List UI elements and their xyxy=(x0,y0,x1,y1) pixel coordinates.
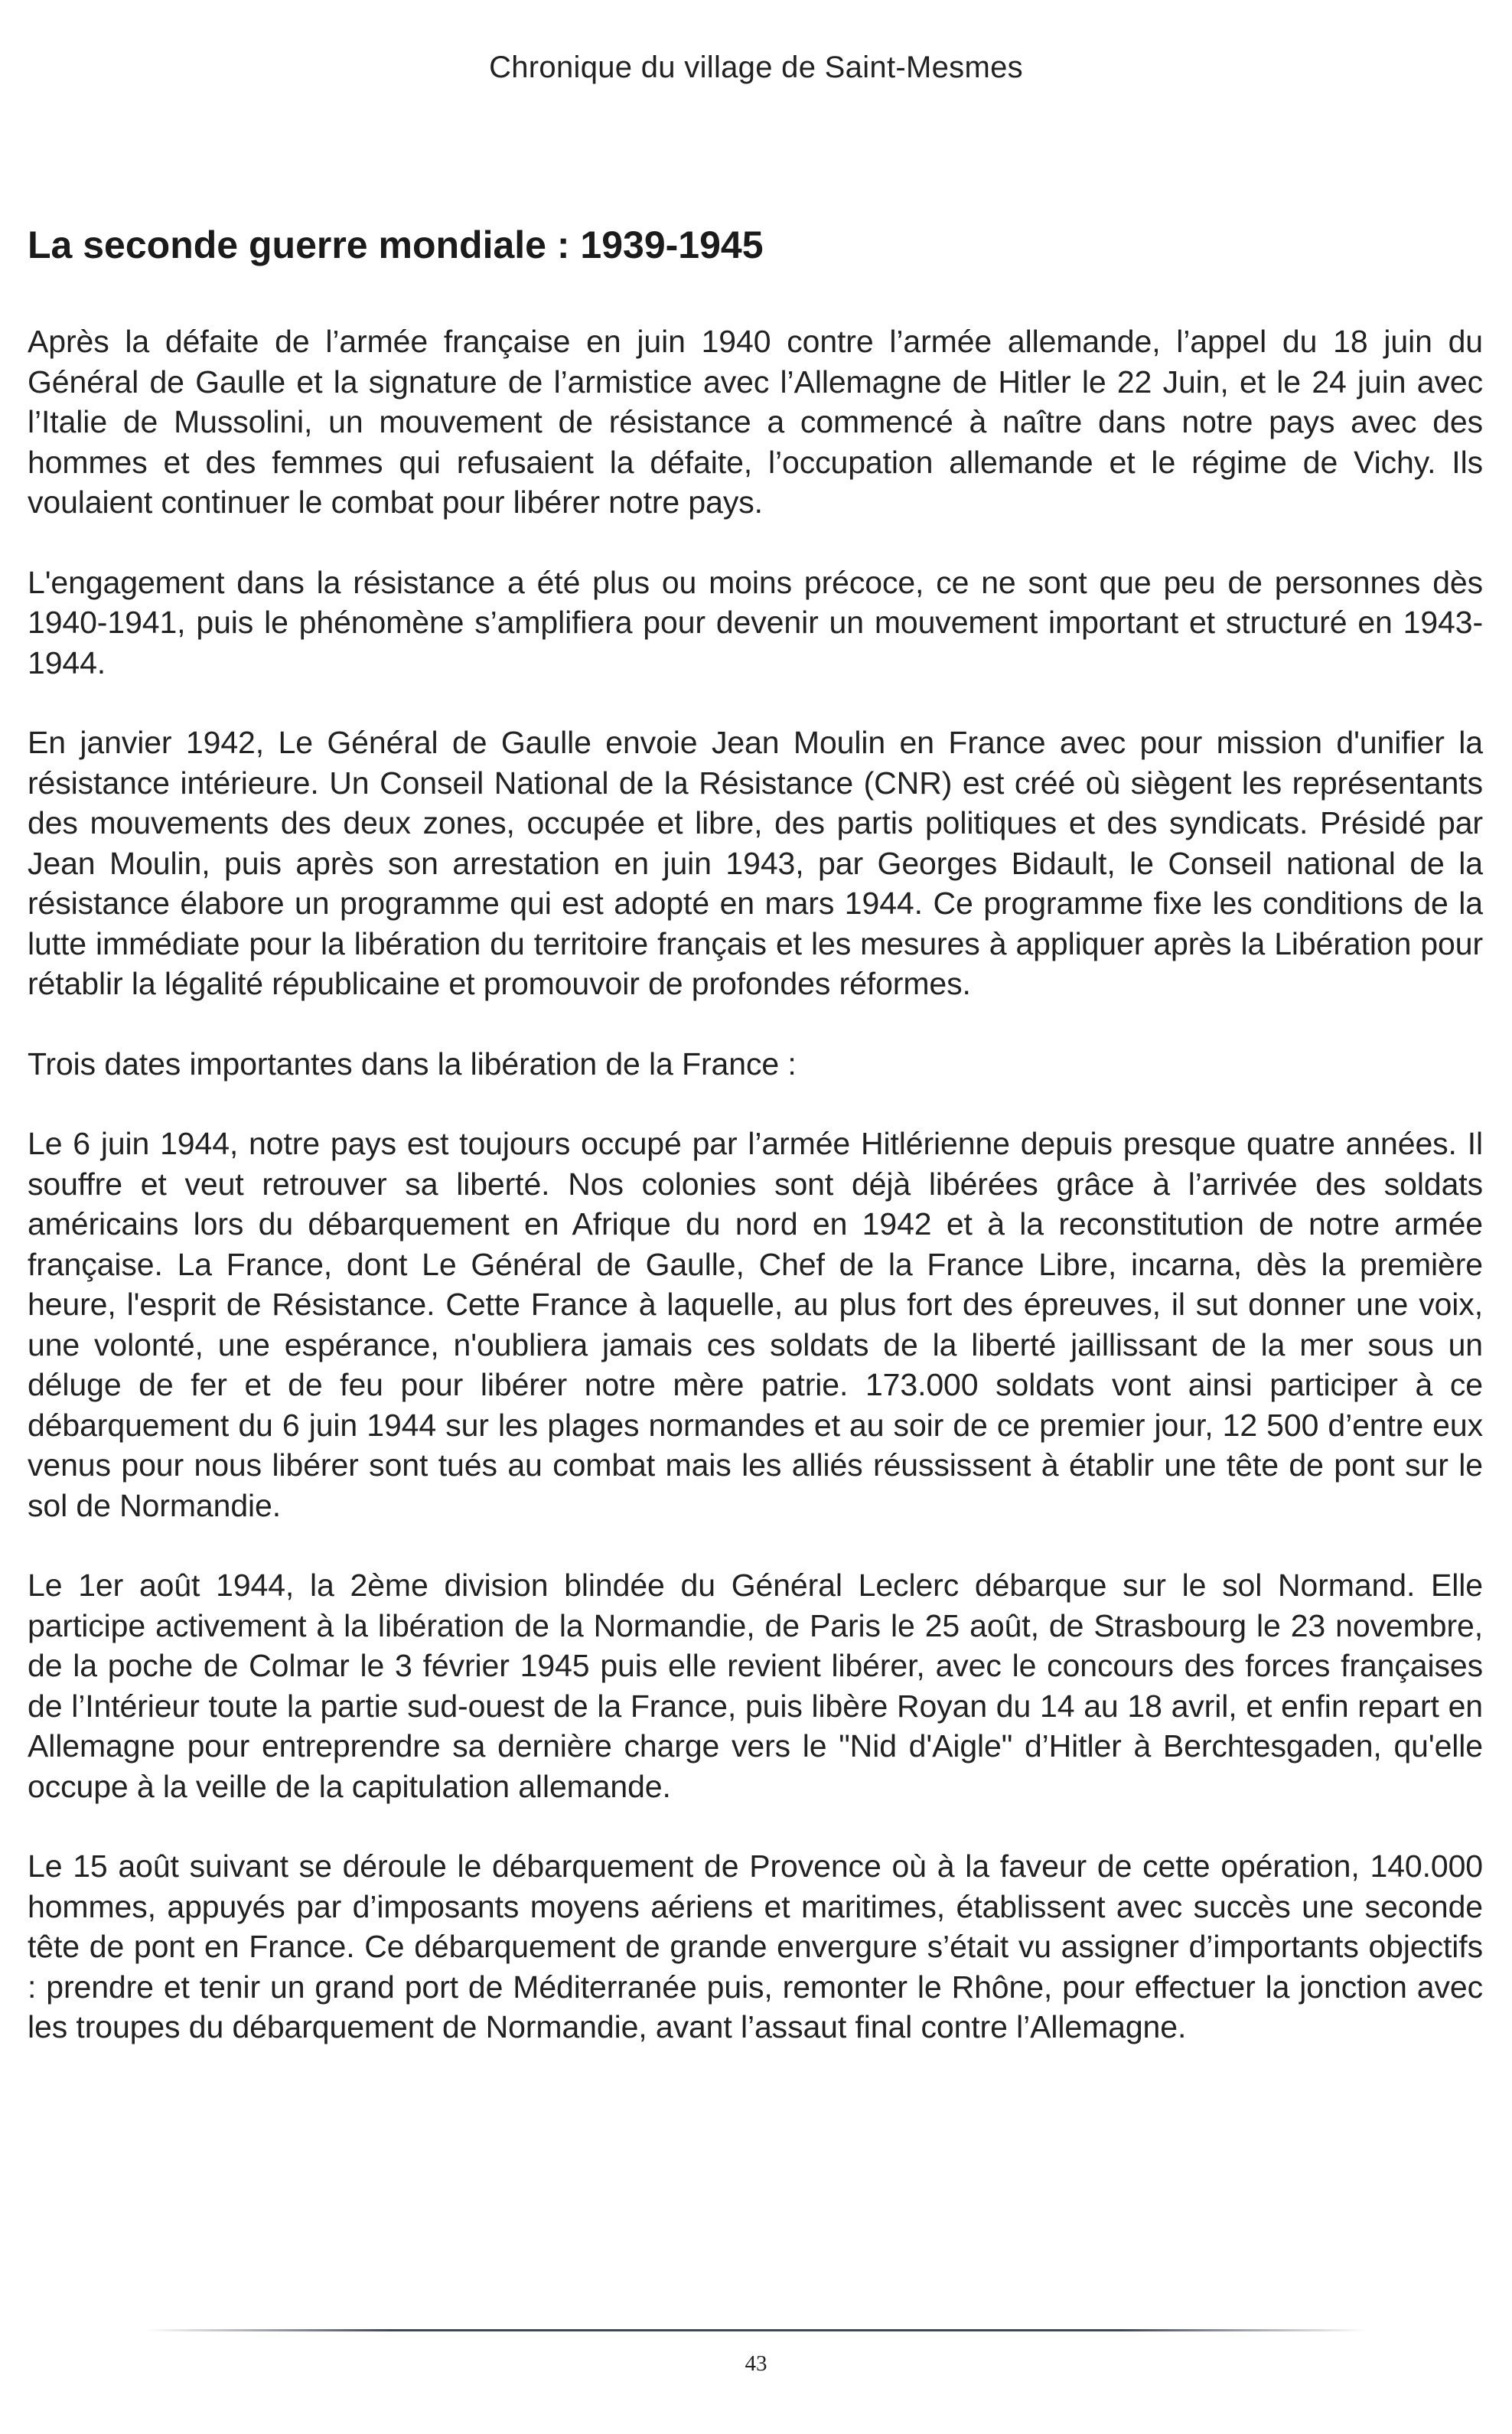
article-body xyxy=(28,222,1483,2087)
paragraph-3: En janvier 1942, Le Général de Gaulle envoie Jean Moulin en France avec pour mission d'unifier la résistance intérieure. Un Conseil National de la Résistance (CNR) est créé où siègent les représentants des mouvements des deux zones, occupée et libre, des partis politiques et des syndicats. Présidé par Jean Moulin, puis après son arrestation en juin 1943, par Georges Bidault, le Conseil national de la résistance élabore un programme qui est adopté en mars 1944. Ce programme fixe les conditions de la lutte immédiate pour la libération du territoire français et les mesures à appliquer après la Libération pour rétablir la légalité républicaine et promouvoir de profondes réformes. xyxy=(28,725,1483,1001)
paragraph-7: Le 15 août suivant se déroule le débarquement de Provence où à la faveur de cette opération, 140.000 hommes, appuyés par d’imposants moyens aériens et maritimes, établissent avec succès une seconde tête de pont en France. Ce débarquement de grande envergure s’était vu assigner d’importants objectifs : prendre et tenir un grand port de Méditerranée puis, remonter le Rhône, pour effectuer la jonction avec les troupes du débarquement de Normandie, avant l’assaut final contre l’Allemagne. xyxy=(28,1848,1483,2044)
paragraph-5: Le 6 juin 1944, notre pays est toujours occupé par l’armée Hitlérienne depuis presque quatre années. Il souffre et veut retrouver sa liberté. Nos colonies sont déjà libérées grâce à l’arrivée des soldats américains lors du débarquement en Afrique du nord en 1942 et à la reconstitution de notre armée française. La France, dont Le Général de Gaulle, Chef de la France Libre, incarna, dès la première heure, l'esprit de Résistance. Cette France à laquelle, au plus fort des épreuves, il sut donner une voix, une volonté, une espérance, n'oubliera jamais ces soldats de la liberté jaillissant de la mer sous un déluge de fer et de feu pour libérer notre mère patrie. 173.000 soldats vont ainsi participer à ce débarquement du 6 juin 1944 sur les plages normandes et au soir de ce premier jour, 12 500 d’entre eux venus pour nous libérer sont tués au combat mais les alliés réussissent à établir une tête de pont sur le sol de Normandie. xyxy=(28,1126,1483,1523)
page-number: 43 xyxy=(745,2351,767,2376)
section-title: La seconde guerre mondiale : 1939-1945 xyxy=(28,223,764,266)
running-header: Chronique du village de Saint-Mesmes xyxy=(489,51,1023,84)
footer-divider xyxy=(145,2329,1367,2331)
paragraph-1: Après la défaite de l’armée française en juin 1940 contre l’armée allemande, l’appel du 18 juin du Général de Gaulle et la signature de l’armistice avec l’Allemagne de Hitler le 22 Juin, et le 24 juin avec l’Italie de Mussolini, un mouvement de résistance a commencé à naître dans notre pays avec des hommes et des femmes qui refusaient la défaite, l’occupation allemande et le régime de Vichy. Ils voulaient continuer le combat pour libérer notre pays. xyxy=(28,324,1483,520)
paragraph-6: Le 1er août 1944, la 2ème division blindée du Général Leclerc débarque sur le sol Normand. Elle participe activement à la libération de la Normandie, de Paris le 25 août, de Strasbourg le 23 novembre, de la poche de Colmar le 3 février 1945 puis elle revient libérer, avec le concours des forces françaises de l’Intérieur toute la partie sud-ouest de la France, puis libère Royan du 14 au 18 avril, et enfin repart en Allemagne pour entreprendre sa dernière charge vers le "Nid d'Aigle" d’Hitler à Berchtesgaden, qu'elle occupe à la veille de la capitulation allemande. xyxy=(28,1568,1483,1804)
paragraph-2: L'engagement dans la résistance a été plus ou moins précoce, ce ne sont que peu de personnes dès 1940-1941, puis le phénomène s’amplifiera pour devenir un mouvement important et structuré en 1943-1944. xyxy=(28,564,1483,680)
paragraph-4: Trois dates importantes dans la libération de la France : xyxy=(28,1046,797,1082)
